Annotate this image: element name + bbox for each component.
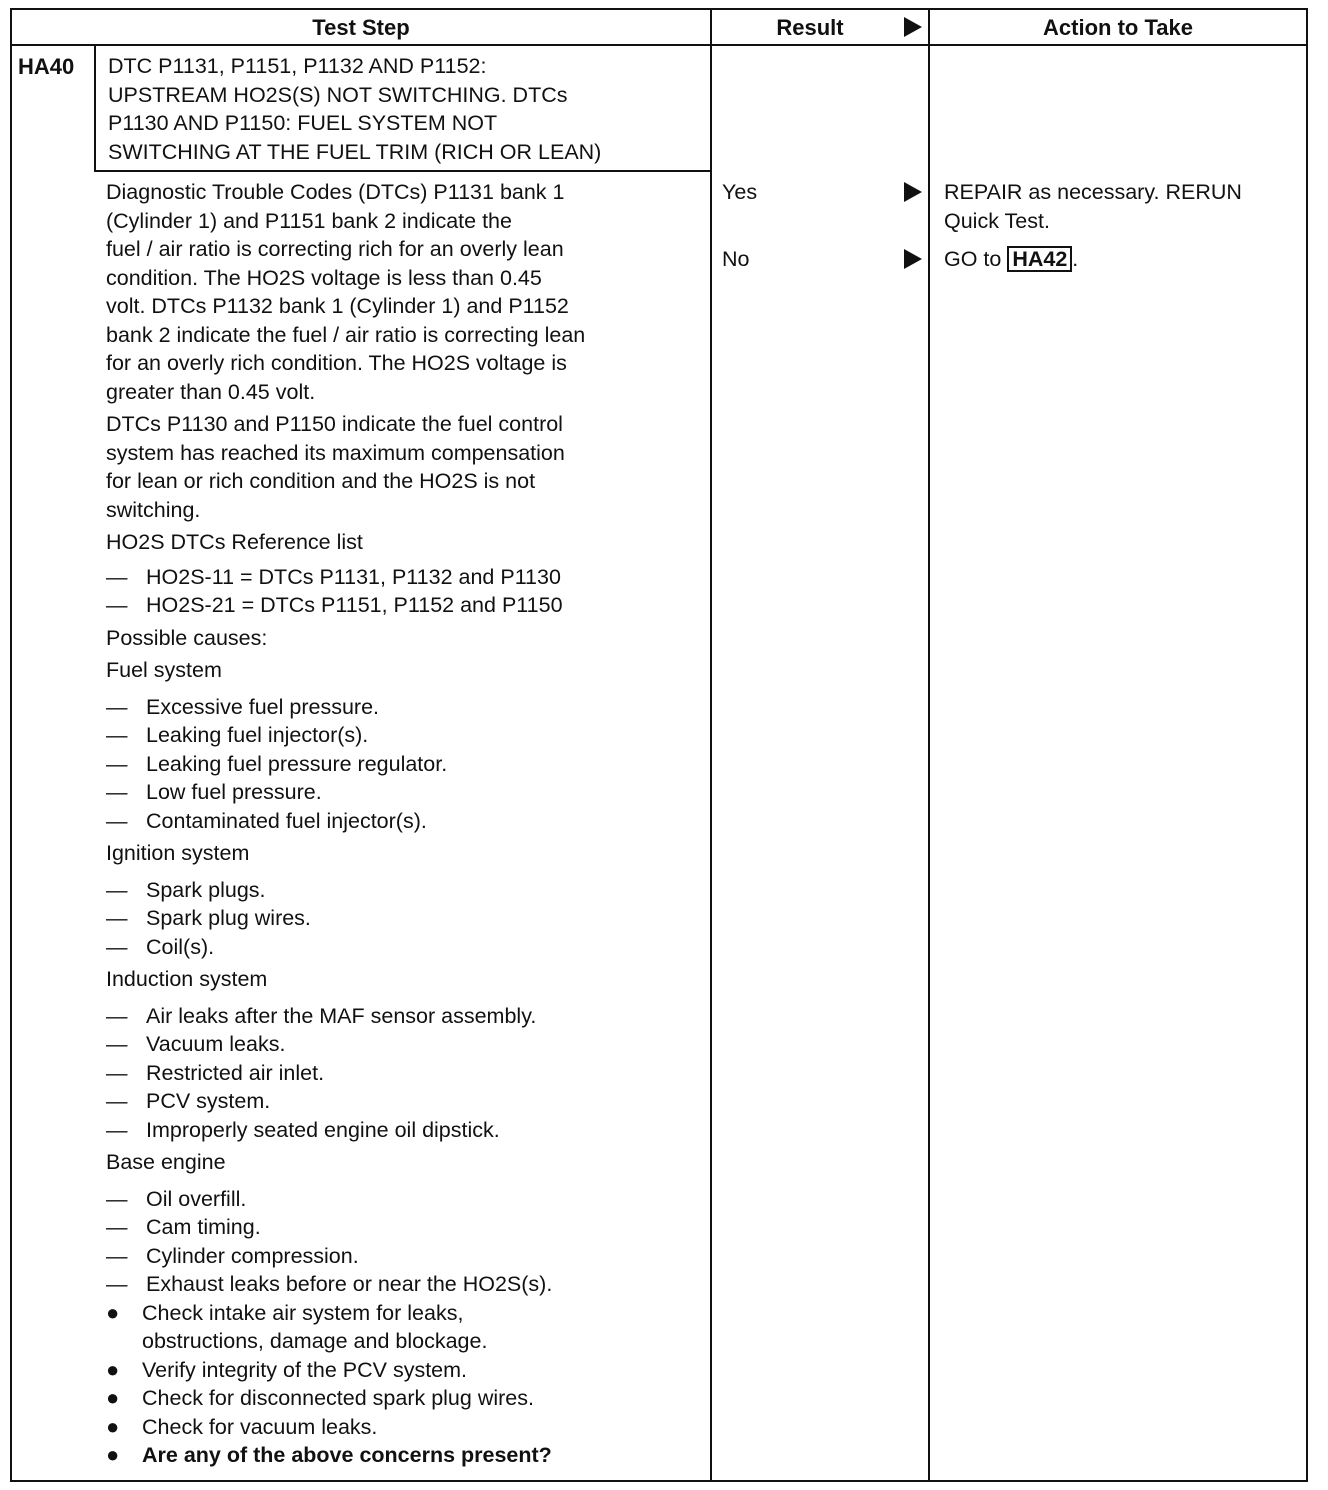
fuel-system-heading: Fuel system bbox=[106, 658, 222, 682]
step-id: HA40 bbox=[18, 54, 75, 79]
list-item-text: Air leaks after the MAF sensor assembly. bbox=[146, 1003, 537, 1028]
result-column-divider bbox=[710, 10, 712, 1480]
dash-icon: — bbox=[106, 1243, 128, 1268]
dash-icon: — bbox=[106, 564, 128, 589]
body-line: volt. DTCs P1132 bank 1 (Cylinder 1) and P1152 bbox=[106, 294, 569, 318]
step-title-line: P1130 AND P1150: FUEL SYSTEM NOT bbox=[108, 111, 498, 135]
induction-system-list bbox=[106, 1002, 585, 1145]
base-engine-heading: Base engine bbox=[106, 1150, 226, 1174]
list-item bbox=[106, 807, 585, 836]
dash-icon: — bbox=[106, 1060, 128, 1085]
list-item-text: Oil overfill. bbox=[146, 1186, 247, 1211]
dash-icon: — bbox=[106, 1186, 128, 1211]
body-line: condition. The HO2S voltage is less than 0.45 bbox=[106, 265, 542, 290]
list-item bbox=[106, 693, 585, 722]
list-item bbox=[106, 876, 585, 905]
step-title-line: DTC P1131, P1151, P1132 AND P1152: bbox=[108, 54, 487, 78]
list-item bbox=[106, 1002, 585, 1031]
bullet-icon: ● bbox=[106, 1356, 120, 1382]
body-line: greater than 0.45 volt. bbox=[106, 379, 316, 404]
id-column-divider bbox=[94, 46, 96, 172]
dash-icon: — bbox=[106, 751, 128, 776]
base-engine-list bbox=[106, 1185, 585, 1299]
yes-arrow-icon bbox=[904, 182, 922, 202]
check-item-text: Check for vacuum leaks. bbox=[142, 1414, 378, 1439]
result-no: No bbox=[722, 247, 750, 271]
step-title-line: UPSTREAM HO2S(S) NOT SWITCHING. DTCs bbox=[108, 82, 568, 107]
list-item-text: Spark plug wires. bbox=[146, 906, 311, 930]
dash-icon: — bbox=[106, 1089, 128, 1113]
check-item-text: Check for disconnected spark plug wires. bbox=[142, 1386, 534, 1410]
list-item bbox=[106, 750, 585, 779]
check-item-text: obstructions, damage and blockage. bbox=[142, 1329, 488, 1353]
possible-causes-heading: Possible causes: bbox=[106, 625, 268, 650]
dash-icon: — bbox=[106, 1215, 128, 1239]
step-title bbox=[108, 52, 601, 166]
dash-icon: — bbox=[106, 934, 128, 959]
bullet-icon: ● bbox=[106, 1413, 120, 1439]
list-item-text: HO2S-21 = DTCs P1151, P1152 and P1150 bbox=[146, 593, 563, 617]
header-arrow-icon bbox=[904, 17, 922, 37]
list-item-text: HO2S-11 = DTCs P1131, P1132 and P1130 bbox=[146, 564, 561, 589]
dash-icon: — bbox=[106, 780, 128, 804]
fuel-system-list bbox=[106, 693, 585, 836]
list-item bbox=[106, 1059, 585, 1088]
check-item bbox=[106, 1384, 585, 1413]
paragraph-2 bbox=[106, 410, 585, 524]
title-separator bbox=[94, 170, 710, 172]
list-item-text: Vacuum leaks. bbox=[146, 1032, 286, 1056]
list-item bbox=[106, 1185, 585, 1214]
list-item bbox=[106, 591, 585, 620]
header-test-step: Test Step bbox=[312, 15, 410, 40]
body-line: Diagnostic Trouble Codes (DTCs) P1131 bank 1 bbox=[106, 180, 565, 204]
dash-icon: — bbox=[106, 906, 128, 930]
action-line: Quick Test. bbox=[944, 208, 1050, 233]
action-line: REPAIR as necessary. RERUN bbox=[944, 180, 1242, 204]
table-header bbox=[12, 10, 1306, 46]
list-item bbox=[106, 778, 585, 807]
list-item bbox=[106, 721, 585, 750]
dash-icon: — bbox=[106, 723, 128, 747]
list-item-text: Improperly seated engine oil dipstick. bbox=[146, 1117, 500, 1142]
header-action: Action to Take bbox=[1043, 15, 1193, 40]
ignition-system-heading: Ignition system bbox=[106, 841, 250, 865]
list-item-text: Excessive fuel pressure. bbox=[146, 694, 380, 719]
no-arrow-icon bbox=[904, 249, 922, 269]
body-line: (Cylinder 1) and P1151 bank 2 indicate the bbox=[106, 208, 512, 233]
check-item-continued bbox=[106, 1327, 585, 1356]
list-item-text: PCV system. bbox=[146, 1089, 271, 1113]
dash-icon: — bbox=[106, 1272, 128, 1296]
list-item-text: Coil(s). bbox=[146, 934, 215, 959]
dash-icon: — bbox=[106, 1032, 128, 1056]
diagnostic-table bbox=[10, 8, 1308, 1482]
reference-list bbox=[106, 563, 585, 620]
dash-icon: — bbox=[106, 694, 128, 719]
list-item-text: Exhaust leaks before or near the HO2S(s). bbox=[146, 1272, 553, 1296]
bullet-icon: ● bbox=[106, 1299, 120, 1325]
list-item-text: Leaking fuel pressure regulator. bbox=[146, 751, 448, 776]
check-item-text: Verify integrity of the PCV system. bbox=[142, 1357, 468, 1382]
bullet-icon: ● bbox=[106, 1385, 120, 1410]
question-text: Are any of the above concerns present? bbox=[142, 1443, 552, 1467]
body-line: system has reached its maximum compensation bbox=[106, 440, 565, 465]
body-line: switching. bbox=[106, 497, 201, 522]
list-item-text: Contaminated fuel injector(s). bbox=[146, 808, 427, 833]
list-item-text: Restricted air inlet. bbox=[146, 1060, 325, 1085]
list-item bbox=[106, 1030, 585, 1059]
dash-icon: — bbox=[106, 593, 128, 617]
list-item bbox=[106, 1242, 585, 1271]
check-item bbox=[106, 1413, 585, 1442]
dash-icon: — bbox=[106, 877, 128, 902]
body-line: for an overly rich condition. The HO2S voltage is bbox=[106, 351, 567, 375]
action-yes bbox=[944, 178, 1242, 235]
check-item bbox=[106, 1356, 585, 1385]
action-suffix: . bbox=[1072, 247, 1079, 271]
list-item-text: Cam timing. bbox=[146, 1215, 261, 1239]
paragraph-1 bbox=[106, 178, 585, 406]
step-body bbox=[106, 178, 585, 1470]
list-item bbox=[106, 563, 585, 592]
induction-system-heading: Induction system bbox=[106, 967, 268, 991]
check-list bbox=[106, 1299, 585, 1470]
reference-title: HO2S DTCs Reference list bbox=[106, 530, 363, 554]
dash-icon: — bbox=[106, 1117, 128, 1142]
bullet-icon: ● bbox=[106, 1442, 120, 1467]
dash-icon: — bbox=[106, 1003, 128, 1028]
list-item-text: Low fuel pressure. bbox=[146, 780, 322, 804]
list-item-text: Cylinder compression. bbox=[146, 1243, 359, 1268]
step-title-line: SWITCHING AT THE FUEL TRIM (RICH OR LEAN) bbox=[108, 139, 602, 164]
check-item-question bbox=[106, 1441, 585, 1470]
body-line: bank 2 indicate the fuel / air ratio is correcting lean bbox=[106, 322, 586, 347]
check-item-text: Check intake air system for leaks, bbox=[142, 1300, 464, 1325]
body-line: for lean or rich condition and the HO2S is not bbox=[106, 469, 536, 493]
body-line: DTCs P1130 and P1150 indicate the fuel control bbox=[106, 412, 563, 436]
check-item bbox=[106, 1299, 585, 1328]
list-item bbox=[106, 1116, 585, 1145]
list-item bbox=[106, 1213, 585, 1242]
action-column-divider bbox=[928, 10, 930, 1480]
list-item bbox=[106, 1087, 585, 1116]
dash-icon: — bbox=[106, 808, 128, 833]
list-item bbox=[106, 904, 585, 933]
ignition-system-list bbox=[106, 876, 585, 962]
action-prefix: GO to bbox=[944, 247, 1008, 271]
list-item bbox=[106, 1270, 585, 1299]
action-no bbox=[944, 245, 1078, 274]
header-result: Result bbox=[776, 15, 844, 40]
body-line: fuel / air ratio is correcting rich for an overly lean bbox=[106, 237, 564, 261]
list-item-text: Leaking fuel injector(s). bbox=[146, 723, 369, 747]
result-yes: Yes bbox=[722, 180, 758, 204]
list-item-text: Spark plugs. bbox=[146, 877, 266, 902]
list-item bbox=[106, 933, 585, 962]
step-reference-link[interactable]: HA42 bbox=[1007, 246, 1072, 272]
